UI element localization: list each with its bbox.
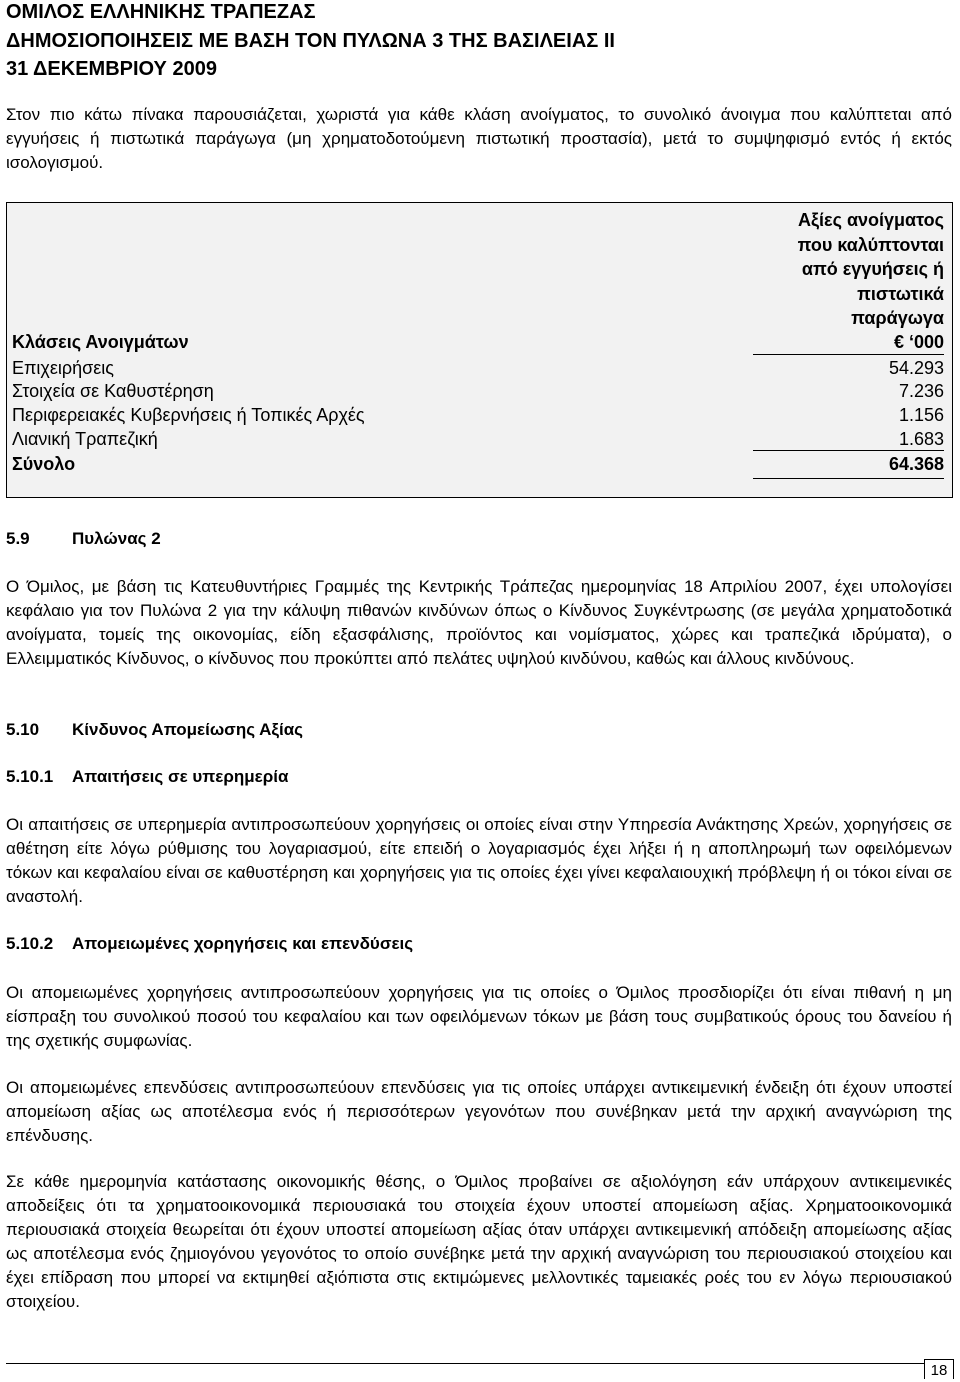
table-row: [12, 403, 944, 427]
row-value: 1.683: [898, 429, 944, 449]
intro-paragraph: Στον πιο κάτω πίνακα παρουσιάζεται, χωριστά για κάθε κλάση ανοίγματος, το συνολικό άνοιγμα που καλύπτεται από εγγυήσεις ή πιστωτικά παράγωγα (μη χρηματοδοτούμενη πιστωτική προστασία), μετά το συμψηφισμό εντός ή εκτός ισολογισμού.: [6, 105, 952, 172]
section-heading: [6, 932, 413, 956]
label-column-header: Κλάσεις Ανοιγμάτων: [12, 332, 189, 352]
table-row: [12, 427, 944, 451]
page-number: 18: [924, 1359, 954, 1379]
report-date: 31 ΔΕΚΕΜΒΡΙΟΥ 2009: [6, 58, 217, 80]
body-paragraph: Ο Όμιλος, με βάση τις Κατευθυντήριες Γραμμές της Κεντρικής Τράπεζας ημερομηνίας 18 Απριλίου 2007, έχει υπολογίσει κεφάλαιο για τον Πυλώνα 2 για την κάλυψη πιθανών κινδύνων όπως ο Κίνδυνος Συγκέντρωσης (σε μεγάλα χρηματοδοτικά ανοίγματα, τομείς της οικονομίας, είδη εξασφάλισης, προϊόντος και νομίσματος, χώρες και τραπεζικά ιδρύματα), ο Ελλειμματικός Κίνδυνος, ο κίνδυνος που προκύπτει από πελάτες υψηλού κινδύνου, καθώς και άλλους κινδύνους.: [6, 577, 952, 668]
footer-rule: [6, 1363, 924, 1364]
report-title: ΟΜΙΛΟΣ ΕΛΛΗΝΙΚΗΣ ΤΡΑΠΕΖΑΣ: [6, 1, 316, 23]
section-number: 5.10: [6, 720, 40, 739]
value-column-header: [744, 208, 944, 331]
column-header-line: πιστωτικά: [857, 283, 944, 304]
section-heading: [6, 718, 303, 742]
row-label: Περιφερειακές Κυβερνήσεις ή Τοπικές Αρχές: [12, 405, 365, 425]
table-header-row: [12, 330, 944, 354]
row-value: 54.293: [888, 358, 944, 378]
column-header-line: που καλύπτονται: [797, 234, 944, 255]
table-total-row: [12, 452, 944, 476]
row-label: Στοιχεία σε Καθυστέρηση: [12, 381, 214, 401]
body-paragraph: Οι απαιτήσεις σε υπερημερία αντιπροσωπεύουν χορηγήσεις οι οποίες είναι στην Υπηρεσία Ανάκτησης Χρεών, χορηγήσεις σε αθέτηση είτε λόγω ρύθμισης του λογαριασμού, είτε επειδή ο λογαριασμός έχει λήξει ή η αποπληρωμή των οφειλόμενων τόκων και κεφαλαίου είναι σε καθυστέρηση και χορηγήσεις για τις οποίες έχει γίνει κεφαλαιουχική πρόβλεψη ή οι τόκοι είναι σε αναστολή.: [6, 815, 952, 906]
exposure-table: [6, 202, 953, 498]
row-value: 7.236: [898, 381, 944, 401]
row-label: Επιχειρήσεις: [12, 358, 114, 378]
table-row: [12, 356, 944, 380]
body-paragraph: Σε κάθε ημερομηνία κατάστασης οικονομικής θέσης, ο Όμιλος προβαίνει σε αξιολόγηση εάν υπάρχουν αντικειμενικές αποδείξεις ότι τα χρηματοοικονομικά περιουσιακά του στοιχεία έχουν υποστεί απομείωση αξίας. Χρηματοοικονομικά περιουσιακά στοιχεία θεωρείται ότι έχουν υποστεί απομείωση αξίας όταν υπάρχει αντικειμενική απόδειξη απομείωσης αξίας ως αποτέλεσμα ενός ζημιογόνου γεγονότος το οποίο συνέβηκε μετά την αρχική αναγνώριση του περιουσιακού στοιχείου και έχει επίδραση που μπορεί να εκτιμηθεί αξιόπιστα στις εκτιμώμενες μελλοντικές ταμειακές ροές του εν λόγω περιουσιακού στοιχείου.: [6, 1172, 952, 1311]
total-label: Σύνολο: [12, 454, 76, 474]
row-label: Λιανική Τραπεζική: [12, 429, 158, 449]
section-heading: [6, 527, 161, 551]
section-number: 5.9: [6, 529, 30, 548]
body-paragraph: Οι απομειωμένες επενδύσεις αντιπροσωπεύουν επενδύσεις για τις οποίες υπάρχει αντικειμενική ένδειξη ότι έχουν υποστεί απομείωση αξίας ως αποτέλεσμα ενός ή περισσότερων γεγονότων που συνέβηκαν μετά την αρχική αναγνώριση της επένδυσης.: [6, 1078, 952, 1145]
column-header-line: Αξίες ανοίγματος: [798, 210, 944, 230]
section-number: 5.10.1: [6, 767, 54, 786]
report-subtitle: ΔΗΜΟΣΙΟΠΟΙΗΣΕΙΣ ΜΕ ΒΑΣΗ ΤΟΝ ΠΥΛΩΝΑ 3 ΤΗΣ ΒΑΣΙΛΕΙΑΣ ΙΙ: [6, 30, 615, 52]
section-title: Απαιτήσεις σε υπερημερία: [72, 767, 289, 786]
body-paragraph: Οι απομειωμένες χορηγήσεις αντιπροσωπεύουν χορηγήσεις για τις οποίες ο Όμιλος προσδιορίζει ότι είναι πιθανή η μη είσπραξη του συνολικού ποσού του κεφαλαίου και των οφειλόμενων τόκων με βάση τους συμβατικούς όρους του δανείου ή της σχετικής συμφωνίας.: [6, 983, 952, 1050]
unit-label: € ‘000: [893, 332, 944, 352]
section-title: Κίνδυνος Απομείωσης Αξίας: [72, 720, 303, 739]
section-heading: [6, 765, 288, 789]
section-title: Πυλώνας 2: [72, 529, 161, 548]
section-number: 5.10.2: [6, 934, 54, 953]
table-row: [12, 379, 944, 403]
section-title: Απομειωμένες χορηγήσεις και επενδύσεις: [72, 934, 414, 953]
total-value: 64.368: [888, 454, 944, 474]
header-underline: [753, 354, 944, 355]
subtotal-line: [753, 450, 944, 451]
column-header-line: από εγγυήσεις ή: [801, 259, 944, 280]
total-underline: [753, 478, 944, 479]
column-header-line: παράγωγα: [851, 308, 944, 329]
row-value: 1.156: [898, 405, 944, 425]
